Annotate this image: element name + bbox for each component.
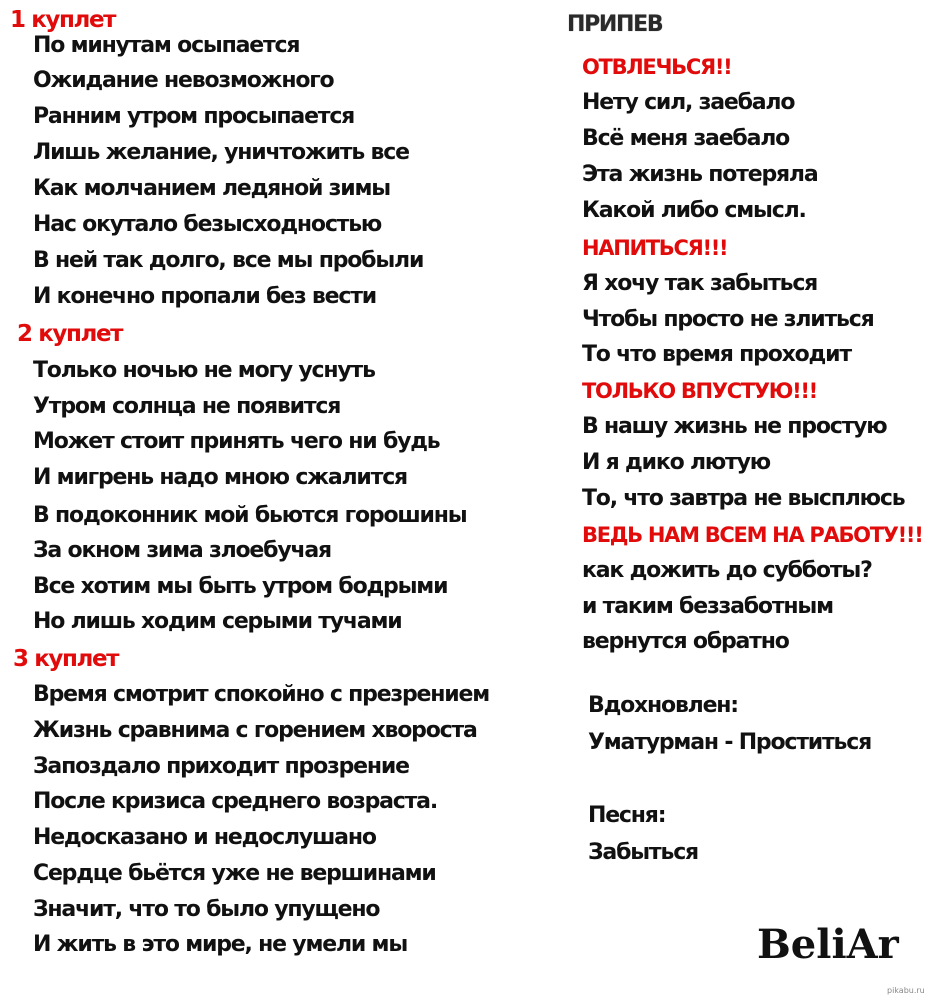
verse-3-line-5: Недосказано и недослушано [33, 825, 376, 850]
chorus-title: ПРИПЕВ [567, 12, 663, 37]
chorus-line: То что время проходит [582, 342, 851, 367]
chorus-line: То, что завтра не высплюсь [582, 486, 905, 511]
verse-2-line-7: Все хотим мы быть утром бодрыми [33, 574, 448, 599]
verse-3-line-6: Сердце бьётся уже не вершинами [33, 861, 436, 886]
verse-1-line-6: Нас окутало безысходностью [33, 212, 382, 237]
chorus-highlight-line: НАПИТЬСЯ!!! [582, 236, 728, 260]
inspired-value: Уматурман - Проститься [588, 730, 872, 755]
verse-2-heading: 2 куплет [17, 321, 123, 347]
chorus-line: В нашу жизнь не простую [582, 414, 887, 439]
verse-2-line-5: В подоконник мой бьются горошины [33, 503, 467, 528]
verse-1-line-2: Ожидание невозможного [33, 68, 334, 93]
chorus-line: и таким беззаботным [582, 594, 833, 619]
author-signature: BeliAr [757, 921, 899, 968]
chorus-highlight-line: ВЕДЬ НАМ ВСЕМ НА РАБОТУ!!! [582, 523, 923, 547]
chorus-line: Эта жизнь потеряла [582, 162, 818, 187]
inspired-label: Вдохновлен: [588, 693, 738, 718]
chorus-highlight-line: ОТВЛЕЧЬСЯ!! [582, 55, 732, 79]
verse-3-line-2: Жизнь сравнима с горением хвороста [33, 718, 477, 743]
verse-2-line-4: И мигрень надо мною сжалится [33, 465, 407, 490]
verse-2-line-2: Утром солнца не появится [33, 394, 341, 419]
chorus-line: Я хочу так забыться [582, 271, 818, 296]
song-value: Забыться [588, 840, 698, 865]
verse-3-line-4: После кризиса среднего возраста. [33, 789, 437, 814]
verse-1-line-1: По минутам осыпается [33, 33, 300, 58]
chorus-line: Чтобы просто не злиться [582, 307, 874, 332]
verse-3-line-3: Запоздало приходит прозрение [33, 754, 409, 779]
verse-1-heading: 1 куплет [10, 7, 116, 33]
site-watermark: pikabu.ru [887, 986, 925, 995]
verse-3-heading: 3 куплет [13, 646, 119, 672]
chorus-line: Всё меня заебало [582, 126, 790, 151]
verse-3-line-8: И жить в это мире, не умели мы [33, 932, 408, 957]
verse-2-line-8: Но лишь ходим серыми тучами [33, 609, 402, 634]
verse-2-line-3: Может стоит принять чего ни будь [33, 429, 440, 454]
song-label: Песня: [588, 803, 666, 828]
chorus-line: Какой либо смысл. [582, 198, 806, 223]
verse-2-line-1: Только ночью не могу уснуть [33, 358, 375, 383]
chorus-highlight-line: ТОЛЬКО ВПУСТУЮ!!! [582, 379, 817, 403]
verse-1-line-5: Как молчанием ледяной зимы [33, 176, 390, 201]
verse-1-line-4: Лишь желание, уничтожить все [33, 140, 409, 165]
chorus-line: И я дико лютую [582, 450, 770, 475]
chorus-line: как дожить до субботы? [582, 558, 872, 583]
verse-1-line-8: И конечно пропали без вести [33, 284, 376, 309]
chorus-line: вернутся обратно [582, 629, 789, 654]
verse-1-line-3: Ранним утром просыпается [33, 104, 355, 129]
verse-3-line-1: Время смотрит спокойно с презрением [33, 682, 489, 707]
verse-1-line-7: В ней так долго, все мы пробыли [33, 248, 424, 273]
chorus-line: Нету сил, заебало [582, 90, 795, 115]
verse-3-line-7: Значит, что то было упущено [33, 897, 380, 922]
verse-2-line-6: За окном зима злоебучая [33, 538, 331, 563]
